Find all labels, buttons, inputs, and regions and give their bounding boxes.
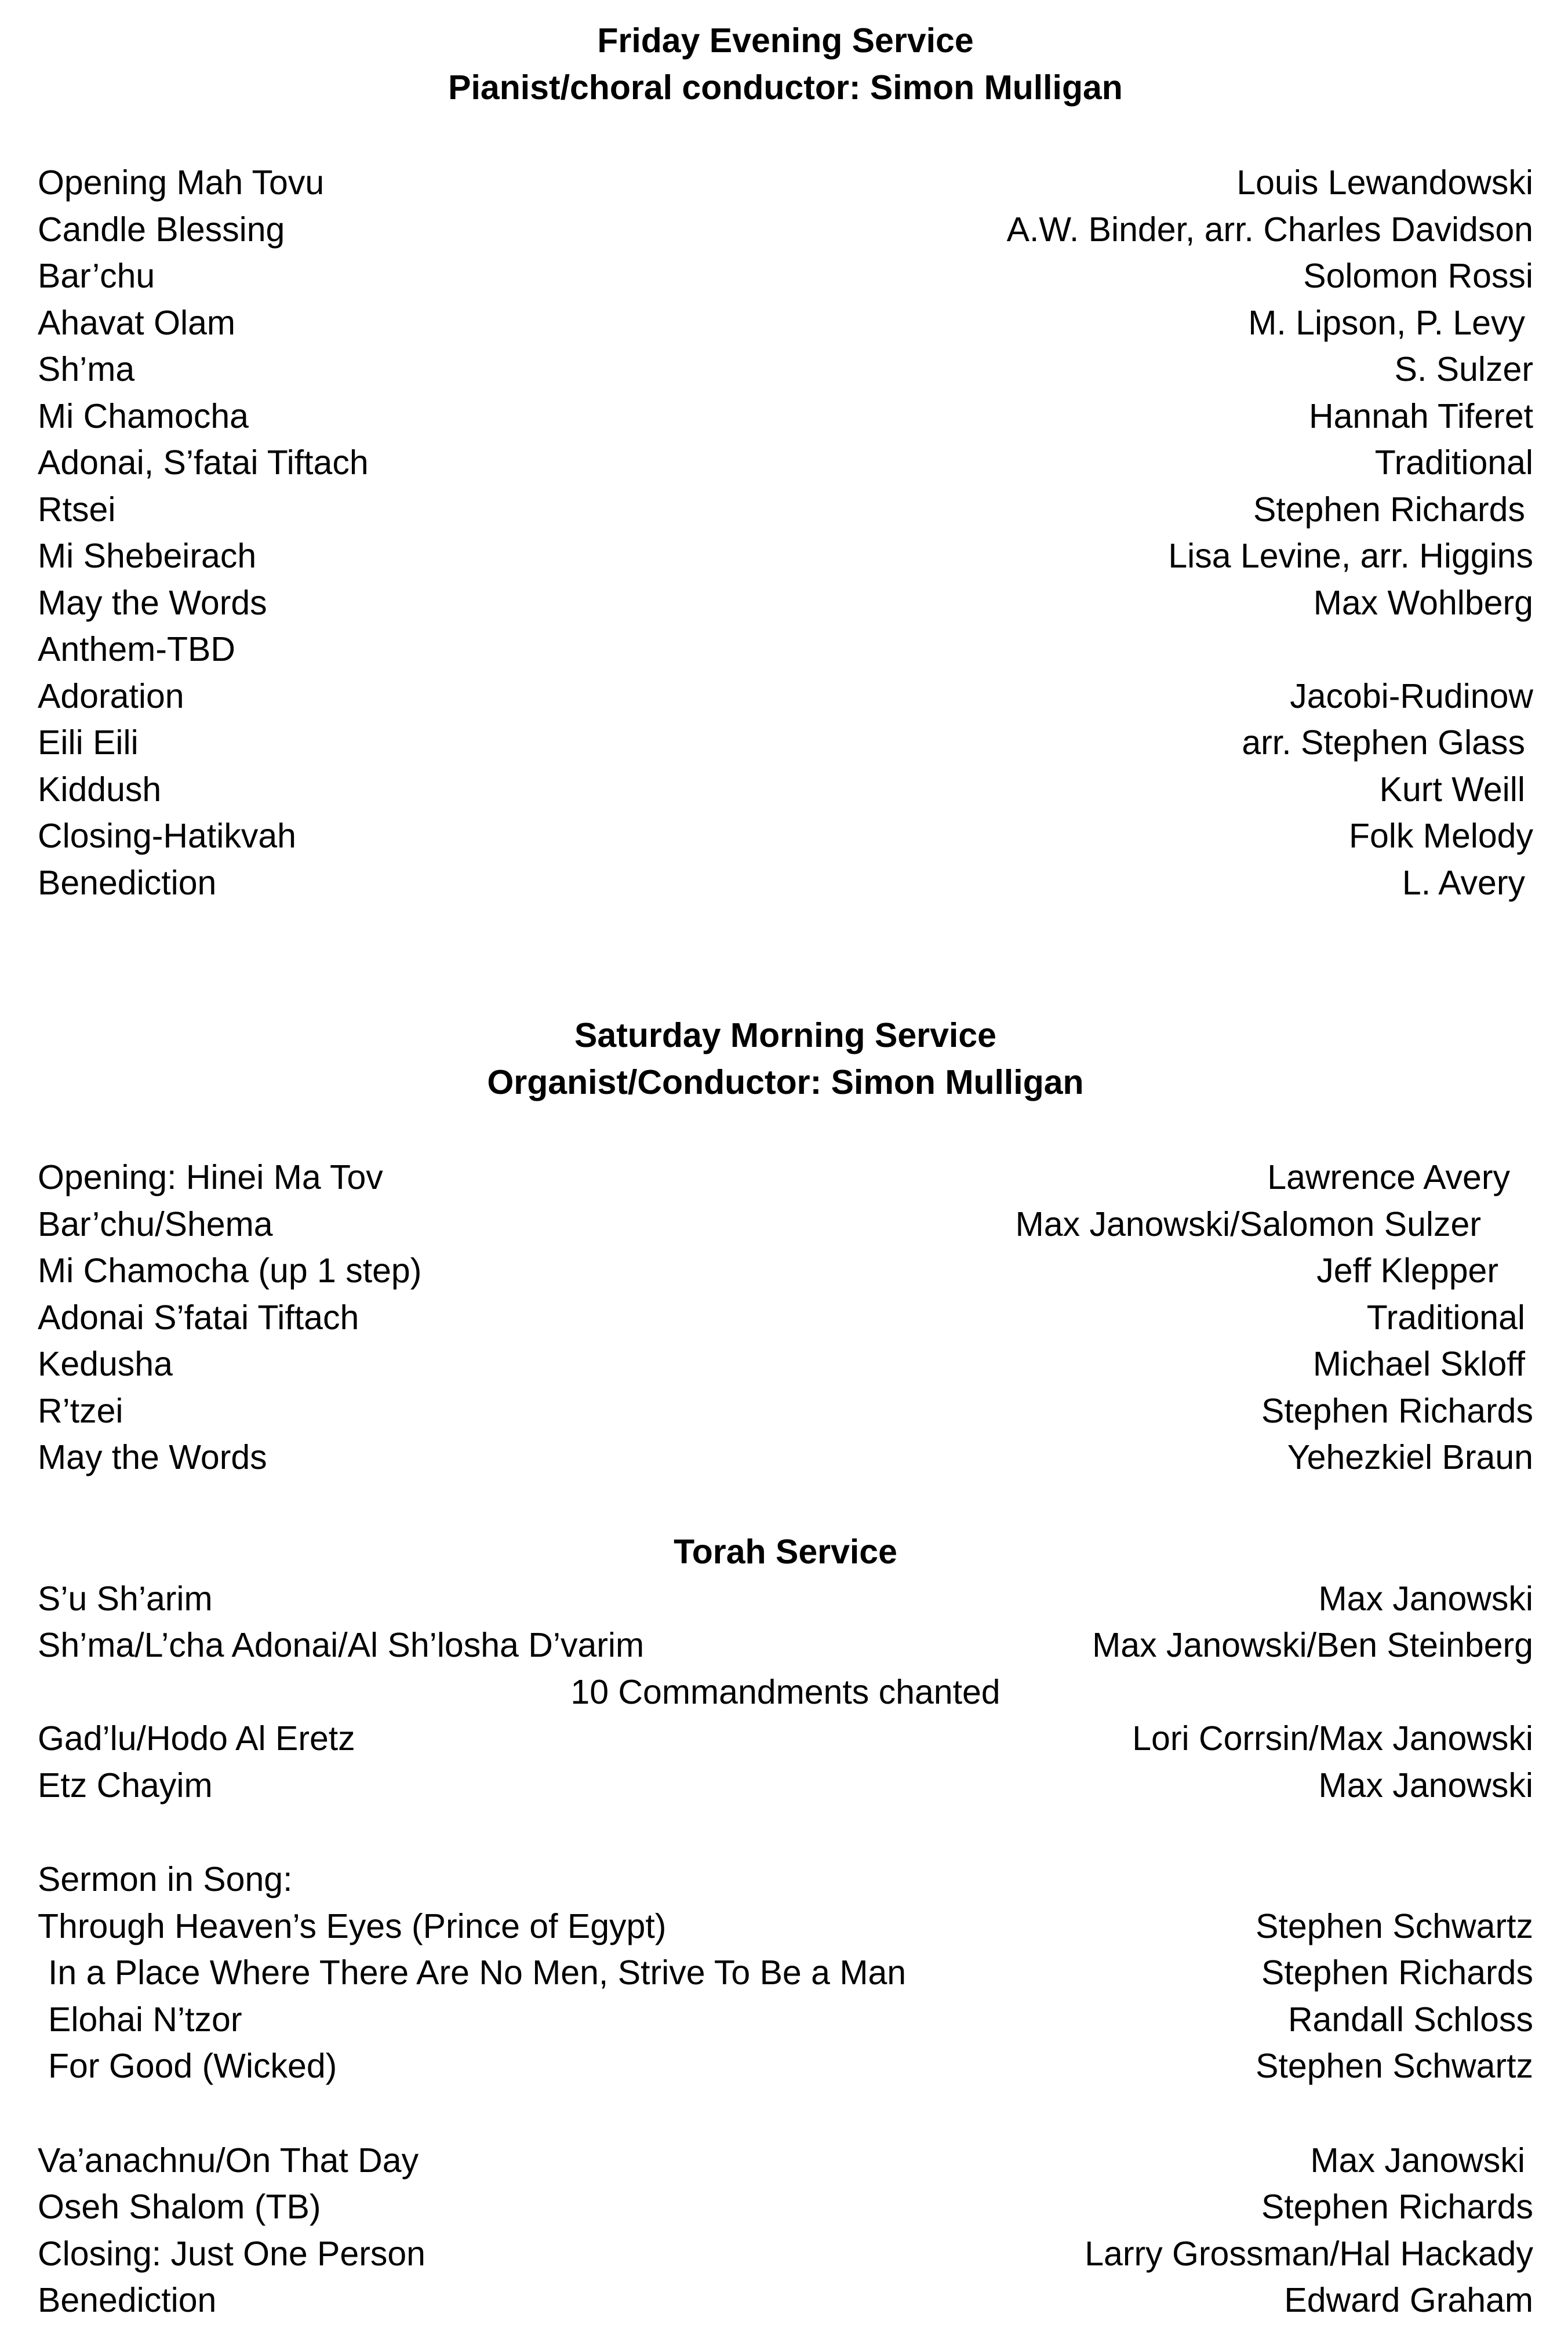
- program-row: [38, 1903, 1533, 1950]
- composer-name: Stephen Richards: [1261, 1954, 1533, 1992]
- composer-name: A.W. Binder, arr. Charles Davidson: [1006, 210, 1533, 249]
- program-row: [38, 533, 1533, 580]
- piece-title: Opening: Hinei Ma Tov: [38, 1158, 383, 1196]
- composer-name: Stephen Richards: [1253, 490, 1525, 529]
- program-page: [38, 17, 1533, 2324]
- composer-name: Stephen Schwartz: [1256, 1907, 1533, 1945]
- program-row: [38, 813, 1533, 860]
- composer-name: Max Janowski: [1310, 2141, 1525, 2180]
- composer-name: arr. Stephen Glass: [1242, 723, 1525, 762]
- composer-name: Max Janowski/Salomon Sulzer: [1015, 1205, 1481, 1243]
- composer-name: M. Lipson, P. Levy: [1248, 303, 1525, 342]
- composer-name: Randall Schloss: [1287, 2000, 1533, 2039]
- piece-title: Rtsei: [38, 490, 116, 529]
- torah-note: 10 Commandments chanted: [570, 1672, 1001, 1711]
- sermon-section: [38, 1856, 1533, 2090]
- program-row: [38, 1715, 1533, 1762]
- saturday-title: Saturday Morning Service: [574, 1016, 996, 1054]
- piece-title: Anthem-TBD: [38, 630, 235, 668]
- composer-name: Lori Corrsin/Max Janowski: [1132, 1719, 1533, 1758]
- piece-title: For Good (Wicked): [48, 2047, 337, 2085]
- program-row: [38, 1996, 1533, 2043]
- piece-title: S’u Sh’arim: [38, 1579, 213, 1618]
- program-row: [38, 1622, 1533, 1669]
- torah-section: [38, 1529, 1533, 1809]
- piece-title: Adoration: [38, 676, 184, 715]
- composer-name: Jeff Klepper: [1316, 1252, 1498, 1290]
- piece-title: Sh’ma/L’cha Adonai/Al Sh’losha D’varim: [38, 1626, 645, 1664]
- program-row: [38, 1294, 1533, 1341]
- piece-title: Etz Chayim: [38, 1766, 213, 1805]
- program-row: [38, 159, 1533, 206]
- program-row: [38, 1762, 1533, 1809]
- composer-name: Lawrence Avery: [1267, 1158, 1510, 1196]
- program-row: [38, 253, 1533, 300]
- composer-name: Traditional: [1374, 443, 1533, 482]
- composer-name: Solomon Rossi: [1303, 257, 1533, 295]
- program-row: [38, 580, 1533, 627]
- piece-title: Closing: Just One Person: [38, 2234, 425, 2273]
- piece-title: Benediction: [38, 2281, 217, 2319]
- composer-name: Max Janowski: [1318, 1579, 1533, 1618]
- program-row: [38, 2184, 1533, 2231]
- sermon-heading: Sermon in Song:: [38, 1860, 293, 1898]
- piece-title: Through Heaven’s Eyes (Prince of Egypt): [38, 1907, 667, 1945]
- program-row: [38, 1154, 1533, 1201]
- composer-name: Max Wohlberg: [1313, 583, 1533, 622]
- piece-title: R’tzei: [38, 1391, 123, 1430]
- saturday-subtitle: Organist/Conductor: Simon Mulligan: [487, 1063, 1084, 1101]
- program-row: [38, 2277, 1533, 2324]
- composer-name: Stephen Schwartz: [1256, 2047, 1533, 2085]
- piece-title: Closing-Hatikvah: [38, 817, 296, 855]
- piece-title: Gad’lu/Hodo Al Eretz: [38, 1719, 355, 1758]
- composer-name: Michael Skloff: [1312, 1345, 1525, 1383]
- program-row: [38, 2137, 1533, 2184]
- program-row: [38, 206, 1533, 253]
- program-row: [38, 673, 1533, 720]
- composer-name: Kurt Weill: [1379, 770, 1525, 809]
- composer-name: Traditional: [1366, 1298, 1525, 1337]
- piece-title: Mi Shebeirach: [38, 537, 257, 575]
- friday-subtitle: Pianist/choral conductor: Simon Mulligan: [448, 68, 1123, 107]
- program-row: [38, 860, 1533, 907]
- piece-title: Benediction: [38, 863, 217, 902]
- piece-title: May the Words: [38, 583, 267, 622]
- piece-title: Oseh Shalom (TB): [38, 2188, 321, 2226]
- program-row: [38, 1949, 1533, 1996]
- program-row: [38, 1388, 1533, 1435]
- piece-title: Elohai N’tzor: [48, 2000, 242, 2039]
- piece-title: Ahavat Olam: [38, 303, 236, 342]
- piece-title: Adonai S’fatai Tiftach: [38, 1298, 359, 1337]
- composer-name: Stephen Richards: [1261, 2188, 1533, 2226]
- piece-title: Bar’chu/Shema: [38, 1205, 273, 1243]
- piece-title: Adonai, S’fatai Tiftach: [38, 443, 369, 482]
- piece-title: Kiddush: [38, 770, 162, 809]
- piece-title: In a Place Where There Are No Men, Strive To Be a Man: [48, 1954, 907, 1992]
- program-row: [38, 1434, 1533, 1481]
- piece-title: Bar’chu: [38, 257, 155, 295]
- program-row: [38, 626, 1533, 673]
- composer-name: S. Sulzer: [1394, 350, 1533, 388]
- composer-name: Larry Grossman/Hal Hackady: [1085, 2234, 1533, 2273]
- piece-title: Candle Blessing: [38, 210, 285, 249]
- piece-title: Mi Chamocha: [38, 396, 249, 435]
- piece-title: Opening Mah Tovu: [38, 163, 325, 202]
- composer-name: Lisa Levine, arr. Higgins: [1168, 537, 1533, 575]
- program-row: [38, 486, 1533, 533]
- saturday-section: [38, 1012, 1533, 1481]
- program-row: [38, 1341, 1533, 1388]
- program-row: [38, 719, 1533, 766]
- program-row: [38, 439, 1533, 486]
- piece-title: Eili Eili: [38, 723, 139, 762]
- program-row: [38, 2043, 1533, 2090]
- piece-title: May the Words: [38, 1438, 267, 1476]
- program-row: [38, 300, 1533, 347]
- closing-section: [38, 2137, 1533, 2324]
- piece-title: Mi Chamocha (up 1 step): [38, 1252, 422, 1290]
- composer-name: Max Janowski/Ben Steinberg: [1092, 1626, 1533, 1664]
- composer-name: Folk Melody: [1348, 817, 1533, 855]
- composer-name: Stephen Richards: [1261, 1391, 1533, 1430]
- sermon-heading-row: [38, 1856, 1533, 1903]
- friday-section: [38, 17, 1533, 906]
- piece-title: Kedusha: [38, 1345, 173, 1383]
- composer-name: Hannah Tiferet: [1308, 396, 1533, 435]
- torah-title: Torah Service: [674, 1532, 897, 1571]
- composer-name: Edward Graham: [1284, 2281, 1533, 2319]
- composer-name: Max Janowski: [1318, 1766, 1533, 1805]
- program-row: [38, 2231, 1533, 2278]
- composer-name: L. Avery: [1402, 863, 1525, 902]
- program-row: [38, 1576, 1533, 1623]
- composer-name: Yehezkiel Braun: [1287, 1438, 1533, 1476]
- program-row: [38, 346, 1533, 393]
- friday-title: Friday Evening Service: [597, 21, 974, 60]
- piece-title: Sh’ma: [38, 350, 135, 388]
- program-row: [38, 1201, 1533, 1248]
- piece-title: Va’anachnu/On That Day: [38, 2141, 419, 2180]
- composer-name: Louis Lewandowski: [1236, 163, 1533, 202]
- program-row: [38, 1247, 1533, 1294]
- program-row: [38, 766, 1533, 813]
- composer-name: Jacobi-Rudinow: [1290, 676, 1533, 715]
- program-row: [38, 393, 1533, 440]
